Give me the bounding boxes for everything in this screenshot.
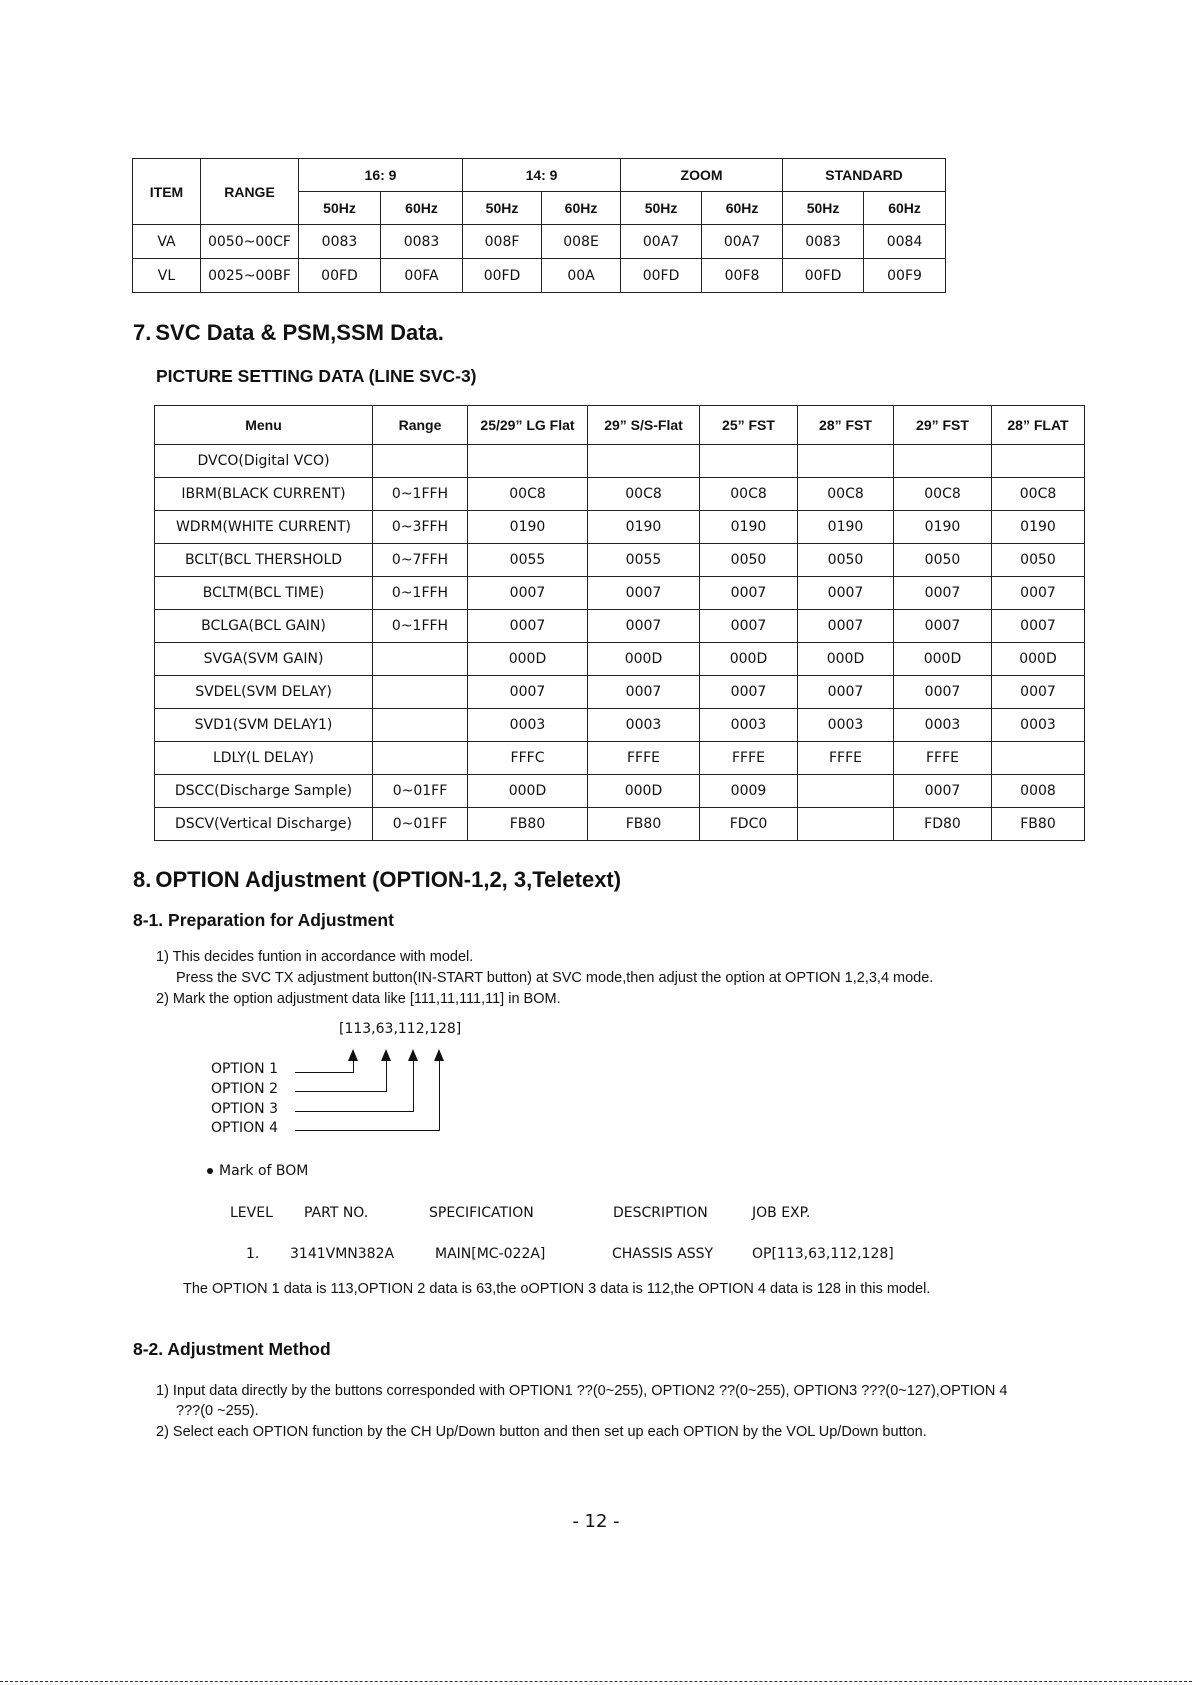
cell-range bbox=[373, 676, 468, 709]
bom-header-specification: SPECIFICATION bbox=[429, 1205, 534, 1221]
cell-value: 0007 bbox=[992, 610, 1085, 643]
method-1: 1) Input data directly by the buttons corresponded with OPTION1 ??(0~255), OPTION2 ??(0~255), OPTION3 ???(0~127),OPTION 4 bbox=[156, 1383, 1008, 1399]
cell-value: 0003 bbox=[798, 709, 894, 742]
cell-value: 0190 bbox=[798, 511, 894, 544]
header-model: 29” FST bbox=[894, 406, 992, 445]
cell-value: 0007 bbox=[700, 610, 798, 643]
table-header-row bbox=[155, 406, 1085, 445]
section-8-number: 8. bbox=[133, 867, 152, 892]
table-row bbox=[155, 709, 1085, 742]
cell-value: 0003 bbox=[700, 709, 798, 742]
cell-range: 0~7FFH bbox=[373, 544, 468, 577]
cell-value: 0050 bbox=[992, 544, 1085, 577]
cell-value: 0007 bbox=[468, 676, 588, 709]
cell-value: FB80 bbox=[992, 808, 1085, 841]
cell-value: 0083 bbox=[299, 225, 381, 259]
cell-range bbox=[373, 643, 468, 676]
bom-note: The OPTION 1 data is 113,OPTION 2 data is 63,the oOPTION 3 data is 112,the OPTION 4 data is 128 in this model. bbox=[183, 1281, 931, 1297]
cell-value: 000D bbox=[992, 643, 1085, 676]
cell-value: 0190 bbox=[468, 511, 588, 544]
cell-menu: BCLT(BCL THERSHOLD bbox=[155, 544, 373, 577]
cell-value: 0190 bbox=[992, 511, 1085, 544]
cell-value: 0007 bbox=[894, 676, 992, 709]
instruction-1-detail: Press the SVC TX adjustment button(IN-START button) at SVC mode,then adjust the option at OPTION 1,2,3,4 mode. bbox=[176, 970, 934, 986]
cell-value: 00A7 bbox=[621, 225, 702, 259]
option-label: OPTION 1 bbox=[211, 1061, 278, 1077]
cell-value: FFFE bbox=[894, 742, 992, 775]
cell-range: 0~3FFH bbox=[373, 511, 468, 544]
option-bracket-label: [113,63,112,128] bbox=[339, 1021, 462, 1037]
cell-value: FFFE bbox=[700, 742, 798, 775]
cell-value: FDC0 bbox=[700, 808, 798, 841]
table-row bbox=[155, 511, 1085, 544]
cell-value bbox=[468, 445, 588, 478]
header-group-14-9: 14: 9 bbox=[463, 159, 621, 192]
table-row bbox=[155, 643, 1085, 676]
cell-menu: SVD1(SVM DELAY1) bbox=[155, 709, 373, 742]
cell-value: FB80 bbox=[468, 808, 588, 841]
arrow-up-icon bbox=[408, 1049, 418, 1061]
cell-value: FD80 bbox=[894, 808, 992, 841]
cell-value: 00FD bbox=[463, 259, 542, 293]
cell-value: 0007 bbox=[992, 676, 1085, 709]
cell-value bbox=[992, 445, 1085, 478]
cell-value: 000D bbox=[700, 643, 798, 676]
cell-item: VA bbox=[133, 225, 201, 259]
section-7-heading bbox=[133, 320, 444, 346]
header-group-zoom: ZOOM bbox=[621, 159, 783, 192]
cell-value: 0007 bbox=[798, 610, 894, 643]
header-item: ITEM bbox=[133, 159, 201, 225]
cell-value bbox=[798, 775, 894, 808]
cell-value: 000D bbox=[798, 643, 894, 676]
cell-value: 0007 bbox=[468, 610, 588, 643]
cell-value: 0007 bbox=[798, 676, 894, 709]
cell-value: FFFE bbox=[798, 742, 894, 775]
table-row bbox=[155, 577, 1085, 610]
cell-value: 0007 bbox=[798, 577, 894, 610]
cell-value: FB80 bbox=[588, 808, 700, 841]
cell-value: 0083 bbox=[381, 225, 463, 259]
cell-value: 00C8 bbox=[894, 478, 992, 511]
cell-range bbox=[373, 742, 468, 775]
cell-item: VL bbox=[133, 259, 201, 293]
page-number: - 12 - bbox=[572, 1511, 620, 1532]
header-range: RANGE bbox=[201, 159, 299, 225]
cell-value: 00C8 bbox=[992, 478, 1085, 511]
bom-cell-description: CHASSIS ASSY bbox=[612, 1246, 714, 1262]
header-freq: 60Hz bbox=[702, 192, 783, 225]
bom-cell-job-exp: OP[113,63,112,128] bbox=[752, 1246, 894, 1262]
cell-value: 0003 bbox=[588, 709, 700, 742]
cell-value: 000D bbox=[894, 643, 992, 676]
cell-value: 0007 bbox=[894, 775, 992, 808]
cell-value: 0050 bbox=[700, 544, 798, 577]
cell-range: 0025~00BF bbox=[201, 259, 299, 293]
bom-header-description: DESCRIPTION bbox=[613, 1205, 708, 1221]
cell-value: 0009 bbox=[700, 775, 798, 808]
cell-value: 00FD bbox=[621, 259, 702, 293]
cell-value: 000D bbox=[588, 643, 700, 676]
table-row bbox=[155, 808, 1085, 841]
cell-value: 0003 bbox=[894, 709, 992, 742]
cell-value: 00FD bbox=[299, 259, 381, 293]
header-model: 25/29” LG Flat bbox=[468, 406, 588, 445]
method-2: 2) Select each OPTION function by the CH Up/Down button and then set up each OPTION by the VOL Up/Down button. bbox=[156, 1424, 927, 1440]
cell-value: 0007 bbox=[588, 577, 700, 610]
table-row bbox=[155, 610, 1085, 643]
cell-value bbox=[798, 808, 894, 841]
cell-value bbox=[588, 445, 700, 478]
cell-value: 000D bbox=[588, 775, 700, 808]
header-range: Range bbox=[373, 406, 468, 445]
cell-menu: IBRM(BLACK CURRENT) bbox=[155, 478, 373, 511]
cell-menu: DSCV(Vertical Discharge) bbox=[155, 808, 373, 841]
cell-value: 00C8 bbox=[700, 478, 798, 511]
instruction-1: 1) This decides funtion in accordance with model. bbox=[156, 949, 474, 965]
bom-cell-part-no: 3141VMN382A bbox=[290, 1246, 395, 1262]
section-8-heading bbox=[133, 867, 621, 893]
cell-value: 000D bbox=[468, 643, 588, 676]
table-row bbox=[133, 225, 946, 259]
bom-cell-specification: MAIN[MC-022A] bbox=[435, 1246, 546, 1262]
cell-menu: DVCO(Digital VCO) bbox=[155, 445, 373, 478]
cell-value bbox=[700, 445, 798, 478]
header-group-16-9: 16: 9 bbox=[299, 159, 463, 192]
cell-value: 000D bbox=[468, 775, 588, 808]
cell-range: 0~1FFH bbox=[373, 478, 468, 511]
cell-value: 0055 bbox=[468, 544, 588, 577]
bullet-icon bbox=[207, 1168, 213, 1174]
cell-value: 00A bbox=[542, 259, 621, 293]
header-model: 25” FST bbox=[700, 406, 798, 445]
arrow-up-icon bbox=[381, 1049, 391, 1061]
cell-value: 00F9 bbox=[864, 259, 946, 293]
cell-value: 008E bbox=[542, 225, 621, 259]
cell-value: 0055 bbox=[588, 544, 700, 577]
header-model: 29” S/S-Flat bbox=[588, 406, 700, 445]
cell-menu: BCLGA(BCL GAIN) bbox=[155, 610, 373, 643]
cell-value bbox=[992, 742, 1085, 775]
header-freq: 60Hz bbox=[542, 192, 621, 225]
cell-value: 0007 bbox=[588, 676, 700, 709]
cell-value: 0190 bbox=[700, 511, 798, 544]
header-freq: 50Hz bbox=[463, 192, 542, 225]
page-bottom-divider bbox=[0, 1681, 1192, 1682]
option-label: OPTION 4 bbox=[211, 1120, 278, 1136]
table-row bbox=[155, 742, 1085, 775]
geometry-table bbox=[132, 158, 946, 293]
cell-menu: SVGA(SVM GAIN) bbox=[155, 643, 373, 676]
cell-value bbox=[798, 445, 894, 478]
cell-value bbox=[894, 445, 992, 478]
header-freq: 60Hz bbox=[381, 192, 463, 225]
bom-header-level: LEVEL bbox=[230, 1205, 273, 1221]
cell-value: 00A7 bbox=[702, 225, 783, 259]
header-freq: 50Hz bbox=[299, 192, 381, 225]
table-row bbox=[155, 676, 1085, 709]
cell-value: 00C8 bbox=[468, 478, 588, 511]
arrow-up-icon bbox=[348, 1049, 358, 1061]
method-1-continued: ???(0 ~255). bbox=[176, 1403, 259, 1419]
cell-value: FFFE bbox=[588, 742, 700, 775]
section-7-title: SVC Data & PSM,SSM Data. bbox=[155, 320, 444, 345]
cell-value: 00FA bbox=[381, 259, 463, 293]
cell-menu: BCLTM(BCL TIME) bbox=[155, 577, 373, 610]
cell-value: 0050 bbox=[798, 544, 894, 577]
cell-range: 0050~00CF bbox=[201, 225, 299, 259]
cell-value: 0003 bbox=[468, 709, 588, 742]
cell-value: 0190 bbox=[588, 511, 700, 544]
cell-menu: SVDEL(SVM DELAY) bbox=[155, 676, 373, 709]
section-7-subtitle: PICTURE SETTING DATA (LINE SVC-3) bbox=[156, 366, 477, 386]
header-freq: 50Hz bbox=[783, 192, 864, 225]
header-freq: 60Hz bbox=[864, 192, 946, 225]
table-row bbox=[155, 544, 1085, 577]
subsection-8-1-title: 8-1. Preparation for Adjustment bbox=[133, 910, 394, 930]
cell-menu: DSCC(Discharge Sample) bbox=[155, 775, 373, 808]
cell-range: 0~1FFH bbox=[373, 577, 468, 610]
cell-value: 0007 bbox=[894, 577, 992, 610]
cell-range bbox=[373, 445, 468, 478]
table-row bbox=[133, 259, 946, 293]
cell-value: 0003 bbox=[992, 709, 1085, 742]
option-label: OPTION 2 bbox=[211, 1081, 278, 1097]
cell-value: FFFC bbox=[468, 742, 588, 775]
bom-header-part-no: PART NO. bbox=[304, 1205, 369, 1221]
cell-value: 008F bbox=[463, 225, 542, 259]
cell-value: 00FD bbox=[783, 259, 864, 293]
table-row bbox=[155, 775, 1085, 808]
cell-value: 0007 bbox=[700, 676, 798, 709]
cell-value: 0050 bbox=[894, 544, 992, 577]
cell-range bbox=[373, 709, 468, 742]
cell-value: 0007 bbox=[700, 577, 798, 610]
bom-header-job-exp: JOB EXP. bbox=[752, 1205, 811, 1221]
cell-value: 0007 bbox=[894, 610, 992, 643]
bom-mark-label: Mark of BOM bbox=[219, 1163, 309, 1179]
cell-value: 0007 bbox=[588, 610, 700, 643]
bom-mark bbox=[207, 1163, 308, 1179]
cell-menu: WDRM(WHITE CURRENT) bbox=[155, 511, 373, 544]
arrow-up-icon bbox=[434, 1049, 444, 1061]
section-8-title: OPTION Adjustment (OPTION-1,2, 3,Teletext) bbox=[155, 867, 622, 892]
cell-value: 00C8 bbox=[588, 478, 700, 511]
cell-range: 0~1FFH bbox=[373, 610, 468, 643]
option-label: OPTION 3 bbox=[211, 1101, 278, 1117]
cell-value: 0007 bbox=[468, 577, 588, 610]
picture-setting-table bbox=[154, 405, 1085, 841]
cell-value: 00F8 bbox=[702, 259, 783, 293]
bom-cell-level: 1. bbox=[246, 1246, 260, 1262]
cell-value: 0083 bbox=[783, 225, 864, 259]
header-group-standard: STANDARD bbox=[783, 159, 946, 192]
section-7-number: 7. bbox=[133, 320, 152, 345]
instruction-2: 2) Mark the option adjustment data like [111,11,111,11] in BOM. bbox=[156, 991, 561, 1007]
cell-value: 0008 bbox=[992, 775, 1085, 808]
cell-range: 0~01FF bbox=[373, 808, 468, 841]
table-row bbox=[155, 478, 1085, 511]
header-menu: Menu bbox=[155, 406, 373, 445]
cell-value: 0007 bbox=[992, 577, 1085, 610]
table-row bbox=[155, 445, 1085, 478]
cell-value: 0190 bbox=[894, 511, 992, 544]
cell-value: 00C8 bbox=[798, 478, 894, 511]
cell-range: 0~01FF bbox=[373, 775, 468, 808]
header-freq: 50Hz bbox=[621, 192, 702, 225]
cell-value: 0084 bbox=[864, 225, 946, 259]
header-model: 28” FST bbox=[798, 406, 894, 445]
header-model: 28” FLAT bbox=[992, 406, 1085, 445]
subsection-8-2-title: 8-2. Adjustment Method bbox=[133, 1339, 331, 1359]
cell-menu: LDLY(L DELAY) bbox=[155, 742, 373, 775]
